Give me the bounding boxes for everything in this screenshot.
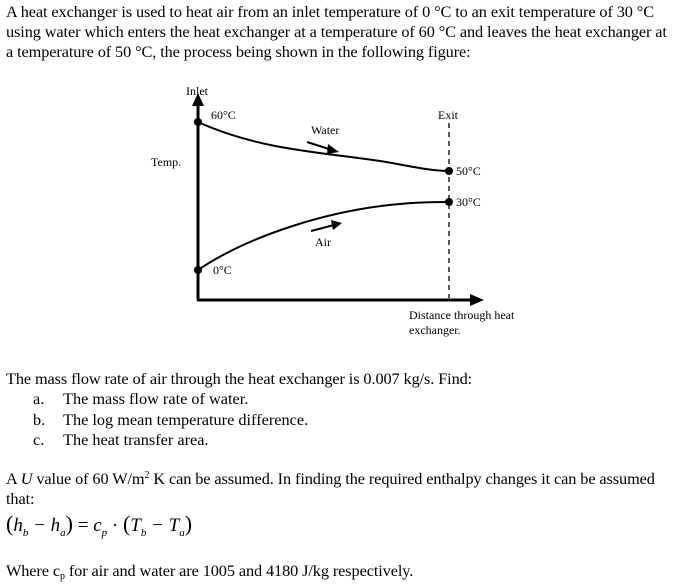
water-label: Water [311, 123, 340, 137]
x-axis-label-line1: Distance through heat [409, 308, 515, 322]
subscript-p: p [101, 527, 108, 539]
paren: ) [184, 511, 193, 536]
question-item-b [33, 410, 308, 431]
item-text: The log mean temperature difference. [63, 409, 309, 429]
question-list [33, 389, 308, 451]
subscript: p [59, 571, 65, 582]
paren: ( [122, 511, 131, 536]
item-text: The heat transfer area. [63, 430, 209, 449]
water-exit-point [445, 167, 453, 175]
air-exit-temp-label: 30°C [456, 195, 481, 209]
minus: − [28, 515, 51, 536]
text-span: Where c [6, 561, 60, 580]
text-span: K can be assumed. In finding the required enthalpy changes it can be assumed that: [6, 469, 655, 508]
item-text: The mass flow rate of water. [63, 389, 249, 408]
minus: − [146, 515, 169, 536]
question-item-a [33, 389, 308, 410]
u-symbol: U [20, 469, 33, 488]
paren: ( [6, 511, 14, 536]
air-flow-arrow-icon [311, 220, 342, 231]
water-inlet-temp-label: 60°C [211, 108, 236, 122]
symbol-h: h [13, 515, 23, 536]
enthalpy-formula [6, 511, 192, 539]
x-axis-arrow-icon [470, 294, 484, 306]
exit-label: Exit [438, 108, 458, 122]
superscript: 2 [144, 470, 150, 481]
x-axis [197, 294, 484, 306]
air-exit-point [445, 198, 453, 206]
water-exit-temp-label: 50°C [456, 164, 481, 178]
subscript-a: a [60, 527, 66, 539]
x-axis-label-line2: exchanger. [409, 323, 461, 337]
inlet-label: Inlet [186, 84, 208, 98]
text-span: for air and water are 1005 and 4180 J/kg respectively. [64, 561, 414, 580]
item-marker: c. [33, 430, 45, 449]
paren: ) [65, 511, 73, 536]
cp-paragraph [6, 561, 674, 581]
subscript-a: a [179, 527, 185, 539]
u-value-paragraph [6, 469, 674, 509]
symbol-T: T [130, 515, 141, 536]
air-inlet-temp-label: 0°C [213, 263, 232, 277]
text-span: A [6, 469, 21, 488]
equals: = [72, 515, 94, 536]
question-item-c [33, 430, 308, 451]
air-label: Air [315, 235, 331, 249]
water-inlet-point [194, 118, 202, 126]
item-marker: b. [33, 409, 46, 429]
find-paragraph: The mass flow rate of air through the heat exchanger is 0.007 kg/s. Find: [6, 369, 473, 388]
y-axis-label: Temp. [151, 155, 182, 169]
symbol-c: c [93, 515, 102, 536]
symbol-h: h [50, 515, 61, 536]
text-span: value of 60 W/m [32, 469, 145, 488]
air-inlet-point [194, 266, 202, 274]
symbol-T: T [168, 515, 180, 536]
item-marker: a. [33, 389, 45, 408]
intro-paragraph: A heat exchanger is used to heat air from an inlet temperature of 0 °C to an exit temperature of 30 °C using water which enters the heat exchanger at a temperature of 60 °C and leaves the heat exchanger at a temperature of 50 °C, the process being shown in the following figure: [6, 2, 667, 61]
subscript-b: b [22, 527, 29, 539]
subscript-b: b [140, 527, 147, 539]
dot: · [107, 515, 123, 536]
